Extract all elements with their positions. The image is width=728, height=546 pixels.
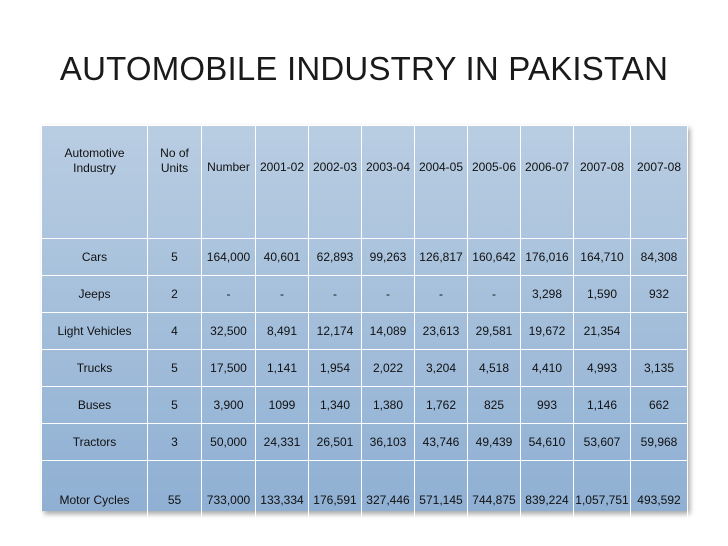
units-cell: 55 (148, 461, 202, 540)
table-cell: 1,057,751 (574, 461, 631, 540)
table-row (42, 313, 688, 350)
table-row (42, 276, 688, 313)
table-cell: 327,446 (362, 461, 415, 540)
automobile-production-table (41, 125, 688, 540)
table-row (42, 387, 688, 424)
table-cell: 4,518 (468, 350, 521, 387)
table-cell: - (415, 276, 468, 313)
table-cell: 17,500 (202, 350, 256, 387)
table-cell: 19,672 (521, 313, 574, 350)
table-cell: 1,340 (309, 387, 362, 424)
header-cell: 2006-07 (521, 126, 574, 239)
table-cell: 23,613 (415, 313, 468, 350)
table-cell: 4,993 (574, 350, 631, 387)
table-cell: 3,298 (521, 276, 574, 313)
table-cell: 59,968 (631, 424, 688, 461)
table-cell: 50,000 (202, 424, 256, 461)
table-cell: 49,439 (468, 424, 521, 461)
table-cell: 14,089 (362, 313, 415, 350)
table-cell: 993 (521, 387, 574, 424)
table-cell: 43,746 (415, 424, 468, 461)
row-label: Buses (42, 387, 148, 424)
row-label: Cars (42, 239, 148, 276)
slide-title: AUTOMOBILE INDUSTRY IN PAKISTAN (59, 50, 669, 87)
table-cell: - (309, 276, 362, 313)
table-cell: 932 (631, 276, 688, 313)
table-cell: - (256, 276, 309, 313)
table-cell: 3,900 (202, 387, 256, 424)
table-cell: 21,354 (574, 313, 631, 350)
table-cell: 1,380 (362, 387, 415, 424)
units-cell: 3 (148, 424, 202, 461)
table-cell: - (468, 276, 521, 313)
units-cell: 5 (148, 387, 202, 424)
table-cell: 32,500 (202, 313, 256, 350)
row-label: Light Vehicles (42, 313, 148, 350)
data-table-container (41, 125, 687, 511)
row-label: Motor Cycles (42, 461, 148, 540)
table-row (42, 350, 688, 387)
table-cell: 4,410 (521, 350, 574, 387)
table-cell: 164,000 (202, 239, 256, 276)
table-cell: 99,263 (362, 239, 415, 276)
row-label: Trucks (42, 350, 148, 387)
header-cell: 2003-04 (362, 126, 415, 239)
header-cell: 2001-02 (256, 126, 309, 239)
table-cell: 84,308 (631, 239, 688, 276)
header-cell: No of Units (148, 126, 202, 239)
table-cell: 12,174 (309, 313, 362, 350)
table-cell: 26,501 (309, 424, 362, 461)
table-cell: 54,610 (521, 424, 574, 461)
table-cell: 1,590 (574, 276, 631, 313)
header-cell: 2005-06 (468, 126, 521, 239)
table-cell: 24,331 (256, 424, 309, 461)
table-cell: 3,135 (631, 350, 688, 387)
table-cell: 1,146 (574, 387, 631, 424)
table-cell: 126,817 (415, 239, 468, 276)
table-cell: 8,491 (256, 313, 309, 350)
table-cell: 3,204 (415, 350, 468, 387)
table-cell: 662 (631, 387, 688, 424)
header-cell: Automotive Industry (42, 126, 148, 239)
units-cell: 5 (148, 350, 202, 387)
table-cell: 744,875 (468, 461, 521, 540)
table-cell: 40,601 (256, 239, 309, 276)
table-cell: 1099 (256, 387, 309, 424)
header-cell: 2004-05 (415, 126, 468, 239)
units-cell: 4 (148, 313, 202, 350)
table-row (42, 239, 688, 276)
table-cell: 1,954 (309, 350, 362, 387)
table-cell: 176,016 (521, 239, 574, 276)
row-label: Tractors (42, 424, 148, 461)
table-cell: 1,762 (415, 387, 468, 424)
table-cell: 2,022 (362, 350, 415, 387)
table-cell: 493,592 (631, 461, 688, 540)
table-cell: 164,710 (574, 239, 631, 276)
table-cell: 176,591 (309, 461, 362, 540)
table-cell: 29,581 (468, 313, 521, 350)
header-cell: 2007-08 (574, 126, 631, 239)
table-cell: 160,642 (468, 239, 521, 276)
table-row (42, 461, 688, 540)
table-cell: 62,893 (309, 239, 362, 276)
table-cell: 733,000 (202, 461, 256, 540)
table-cell: 571,145 (415, 461, 468, 540)
units-cell: 2 (148, 276, 202, 313)
table-cell: 839,224 (521, 461, 574, 540)
header-row (42, 126, 688, 239)
table-cell: 1,141 (256, 350, 309, 387)
table-cell (631, 313, 688, 350)
table-cell: 133,334 (256, 461, 309, 540)
table-cell: - (362, 276, 415, 313)
table-cell: 36,103 (362, 424, 415, 461)
table-cell: - (202, 276, 256, 313)
header-cell: Number (202, 126, 256, 239)
table-row (42, 424, 688, 461)
table-cell: 825 (468, 387, 521, 424)
units-cell: 5 (148, 239, 202, 276)
header-cell: 2007-08 (631, 126, 688, 239)
table-cell: 53,607 (574, 424, 631, 461)
row-label: Jeeps (42, 276, 148, 313)
header-cell: 2002-03 (309, 126, 362, 239)
